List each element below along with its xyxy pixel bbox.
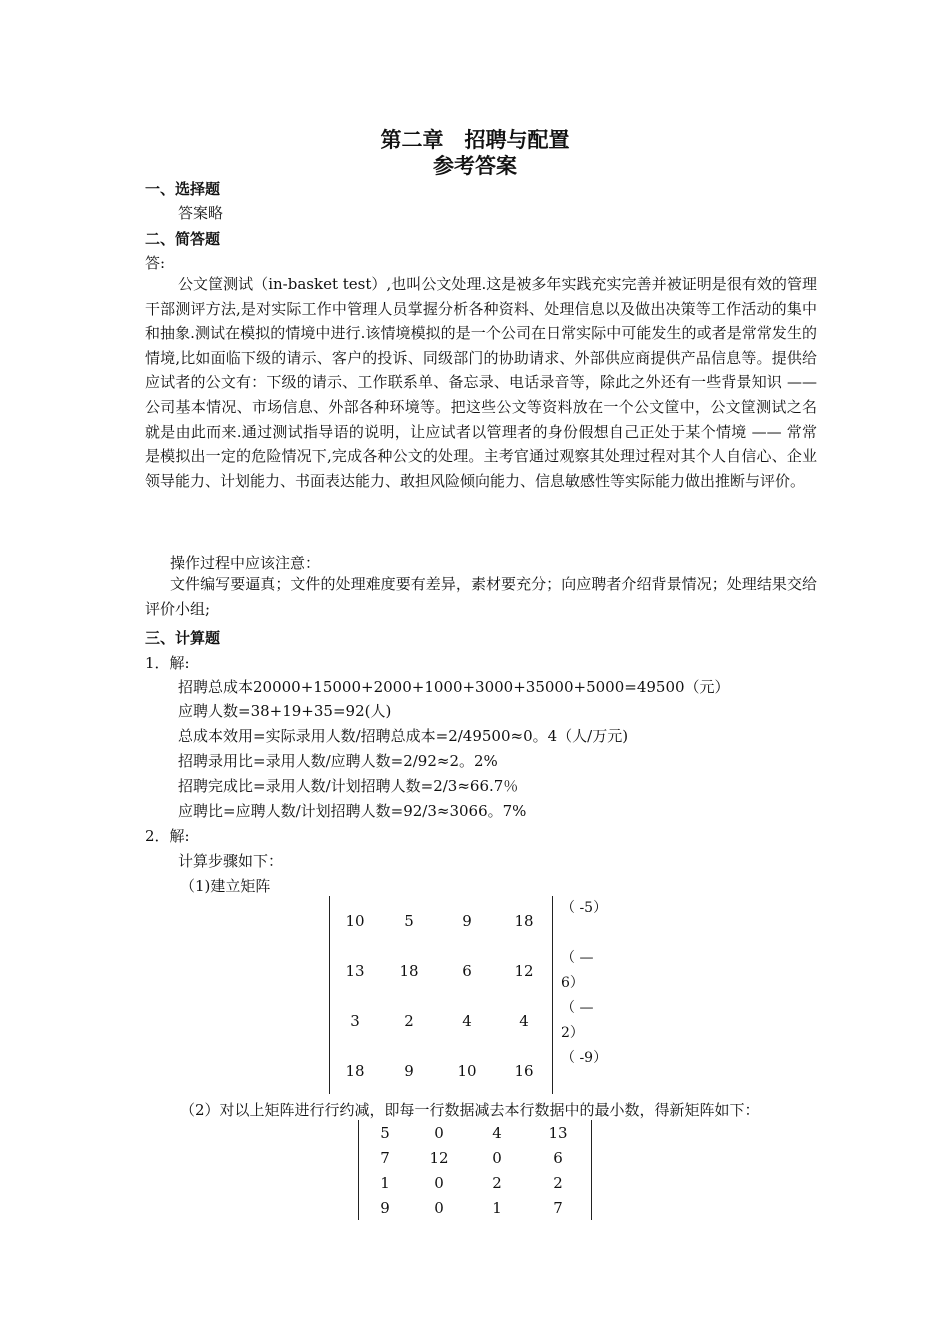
matrix1-cell: 18: [345, 1062, 365, 1080]
matrix1-cell: 10: [457, 1062, 477, 1080]
matrix2-cell: 0: [434, 1199, 444, 1217]
matrix2-cell: 7: [380, 1149, 390, 1167]
matrix2-cell: 2: [553, 1174, 563, 1192]
matrix1-cell: 4: [462, 1012, 472, 1030]
matrix2-left-bar: [358, 1120, 359, 1220]
matrix1-cell: 13: [345, 962, 365, 980]
matrix2-right-bar: [591, 1120, 592, 1220]
matrix2-cell: 0: [434, 1124, 444, 1142]
matrix1-cell: 2: [404, 1012, 414, 1030]
matrix2-cell: 6: [553, 1149, 563, 1167]
matrix2-cell: 5: [380, 1124, 390, 1142]
matrix1-cell: 4: [519, 1012, 529, 1030]
matrix2-cell: 7: [553, 1199, 563, 1217]
q1-line: 应聘人数=38+19+35=92(人): [178, 702, 392, 720]
section2-paragraph: 公文筐测试（in-basket test）,也叫公文处理.这是被多年实践充实完善并被证明是很有效的管理干部测评方法,是对实际工作中管理人员掌握分析各种资料、处理信息以及做出决策等工作活动的集中和抽象.测试在模拟的情境中进行.该情境模拟的是一个公司在日常实际中可能发生的或者是常常发生的情境,比如面临下级的请示、客户的投诉、同级部门的协助请求、外部供应商提供产品信息等。提供给应试者的公文有：下级的请示、工作联系单、备忘录、电话录音等，除此之外还有一些背景知识 ——公司基本情况、市场信息、外部各种环境等。把这些公文等资料放在一个公文筐中，公文筐测试之名就是由此而来.通过测试指导语的说明，让应试者以管理者的身份假想自己正处于某个情境 —— 常常是模拟出一定的危险情况下,完成各种公文的处理。主考官通过观察其处理过程对其个人自信心、企业领导能力、计划能力、书面表达能力、敢担风险倾向能力、信息敏感性等实际能力做出推断与评价。: [145, 275, 817, 490]
matrix1-cell: 9: [404, 1062, 414, 1080]
matrix1-row-note: （ -9）: [561, 1050, 608, 1066]
q1-line: 招聘录用比=录用人数/应聘人数=2/92≈2。2%: [178, 752, 498, 770]
matrix2-cell: 1: [380, 1174, 390, 1192]
section2-note-intro: 操作过程中应该注意：: [170, 554, 321, 572]
step2-label: （2）对以上矩阵进行行约减，即每一行数据减去本行数据中的最小数，得新矩阵如下：: [180, 1101, 760, 1119]
step1-label: （1)建立矩阵: [180, 877, 271, 895]
matrix1-cell: 5: [404, 912, 414, 930]
q1-line: 应聘比=应聘人数/计划招聘人数=92/3≈3066。7%: [178, 802, 527, 820]
matrix1-cell: 18: [399, 962, 419, 980]
matrix2-cell: 0: [434, 1174, 444, 1192]
section1-heading: 一、选择题: [145, 180, 221, 198]
section3-heading: 三、计算题: [145, 629, 221, 647]
matrix2-cell: 4: [492, 1124, 502, 1142]
matrix1-cell: 6: [462, 962, 472, 980]
matrix1-row-note: （ -5）: [561, 900, 608, 916]
matrix1-cell: 12: [514, 962, 534, 980]
section2-answer-label: 答:: [145, 254, 166, 272]
matrix1-cell: 9: [462, 912, 472, 930]
matrix1-cell: 10: [345, 912, 365, 930]
matrix1-row-note: （ —6）: [561, 950, 594, 991]
section2-heading: 二、简答题: [145, 230, 221, 248]
matrix2-cell: 13: [548, 1124, 568, 1142]
chapter-subtitle: 参考答案: [433, 154, 517, 178]
matrix2-cell: 0: [492, 1149, 502, 1167]
matrix2-cell: 12: [429, 1149, 449, 1167]
matrix1-row-note: （ —2）: [561, 1000, 594, 1041]
chapter-title: 第二章 招聘与配置: [380, 128, 570, 152]
section1-answer: 答案略: [178, 204, 224, 222]
matrix2-cell: 1: [492, 1199, 502, 1217]
matrix1-cell: 3: [350, 1012, 360, 1030]
q1-line: 招聘总成本20000+15000+2000+1000+3000+35000+5000=49500（元）: [178, 678, 730, 696]
matrix1-cell: 18: [514, 912, 534, 930]
q1-label: 1．解:: [145, 654, 190, 672]
matrix1-right-bar: [552, 896, 553, 1094]
q2-intro: 计算步骤如下：: [178, 852, 284, 870]
section2-note-text: 文件编写要逼真；文件的处理难度要有差异，素材要充分；向应聘者介绍背景情况；处理结果交给评价小组;: [145, 575, 817, 618]
matrix2-cell: 9: [380, 1199, 390, 1217]
matrix1-left-bar: [329, 896, 330, 1094]
q2-label: 2．解:: [145, 827, 190, 845]
matrix1-cell: 16: [514, 1062, 534, 1080]
q1-line: 招聘完成比=录用人数/计划招聘人数=2/3≈66.7％: [178, 777, 519, 795]
q1-line: 总成本效用=实际录用人数/招聘总成本=2/49500≈0。4（人/万元): [178, 727, 629, 745]
matrix2-cell: 2: [492, 1174, 502, 1192]
